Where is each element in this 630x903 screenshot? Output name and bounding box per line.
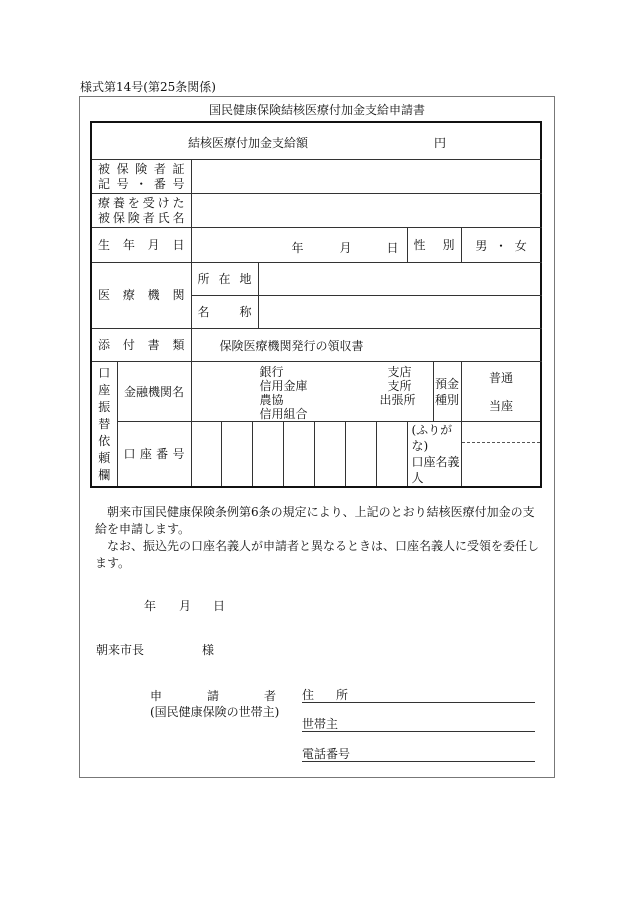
digit-box[interactable] [377, 422, 407, 486]
account-number-label: 口座番号 [117, 422, 191, 488]
sex-male[interactable]: 男 [475, 238, 488, 253]
applicant-address-label: 住所 [302, 688, 348, 702]
deposit-type-options[interactable] [461, 362, 541, 422]
digit-box[interactable] [222, 422, 253, 486]
patient-name-field[interactable] [191, 194, 541, 228]
date-month: 月 [179, 599, 192, 613]
digit-box[interactable] [284, 422, 315, 486]
birth-month: 月 [339, 240, 352, 255]
amount-unit: 円 [434, 136, 447, 150]
addressee-honorific: 様 [202, 643, 215, 657]
patient-name-label: 療養を受けた 被保険者氏名 [91, 194, 191, 228]
bank-type-shinkin[interactable]: 信用金庫 [259, 378, 308, 393]
bank-name-label: 金融機関名 [117, 362, 191, 422]
account-number-field[interactable] [191, 422, 407, 488]
deposit-toza[interactable]: 当座 [489, 398, 514, 413]
branch-type-shiten[interactable]: 支店 [387, 364, 412, 379]
institution-name-field[interactable] [258, 296, 541, 329]
birth-row [91, 228, 541, 263]
date-year: 年 [144, 599, 157, 613]
deposit-futsu[interactable]: 普通 [489, 370, 514, 385]
applicant-phone-label: 電話番号 [302, 747, 351, 761]
bank-type-nokyo[interactable]: 農協 [259, 392, 284, 407]
form-title: 国民健康保険結核医療付加金支給申請書 [208, 103, 425, 117]
branch-type-shucchosho[interactable]: 出張所 [379, 392, 416, 407]
sex-female[interactable]: 女 [514, 238, 527, 253]
bank-row [91, 362, 541, 422]
insured-number-row [91, 160, 541, 194]
birth-year: 年 [291, 240, 304, 255]
amount-field[interactable] [91, 122, 541, 160]
bank-name-field[interactable] [191, 362, 433, 422]
applicant-phone-field[interactable] [302, 745, 535, 762]
institution-address-field[interactable] [258, 263, 541, 296]
transfer-side-label: 口 座 振 替 依 頼 欄 [91, 362, 117, 488]
bank-type-shinkumi[interactable]: 信用組合 [259, 406, 308, 421]
attachment-row [91, 329, 541, 362]
declaration-text: 朝来市国民健康保険条例第6条の規定により、上記のとおり結核医療付加金の支給を申請します。 なお、振込先の口座名義人が申請者と異なるときは、口座名義人に受領を委任します。 [95, 505, 540, 570]
amount-row [91, 122, 541, 160]
deposit-type-label: 預金 種別 [433, 362, 461, 422]
branch-type-shisho[interactable]: 支所 [387, 378, 412, 393]
birth-day: 日 [386, 240, 399, 255]
birth-date-field[interactable] [191, 228, 407, 263]
date-day: 日 [213, 599, 226, 613]
addressee-name: 朝来市長 [96, 643, 145, 657]
applicant-householder-field[interactable] [302, 715, 535, 732]
applicant-householder-label: 世帯主 [302, 717, 339, 731]
insured-number-field[interactable] [191, 160, 541, 194]
digit-box[interactable] [192, 422, 223, 486]
account-holder-field[interactable] [461, 422, 541, 488]
sex-options[interactable]: 男 ・ 女 [461, 228, 541, 263]
account-holder-label: (ふりがな) 口座名義人 [407, 422, 461, 488]
applicant-label: 申請者 [150, 689, 276, 703]
account-row [91, 422, 541, 488]
digit-box[interactable] [346, 422, 377, 486]
digit-box[interactable] [315, 422, 346, 486]
institution-address-label: 所在地 [191, 263, 258, 296]
attachment-label: 添付書類 [91, 329, 191, 362]
applicant-address-field[interactable] [302, 686, 535, 703]
patient-name-row [91, 194, 541, 228]
sex-label: 性別 [407, 228, 461, 263]
attachment-value: 保険医療機関発行の領収書 [191, 329, 541, 362]
insured-number-label: 被保険者証 記号・番号 [91, 160, 191, 194]
institution-label: 医療機関 [91, 263, 191, 329]
applicant-sub: (国民健康保険の世帯主) [150, 705, 280, 719]
digit-box[interactable] [253, 422, 284, 486]
application-table [90, 121, 542, 488]
birth-label: 生年月日 [91, 228, 191, 263]
bank-type-bank[interactable]: 銀行 [259, 364, 284, 379]
institution-name-label: 名称 [191, 296, 258, 329]
form-number: 様式第14号(第25条関係) [80, 80, 216, 94]
amount-label: 結核医療付加金支給額 [188, 136, 309, 150]
institution-address-row [91, 263, 541, 296]
